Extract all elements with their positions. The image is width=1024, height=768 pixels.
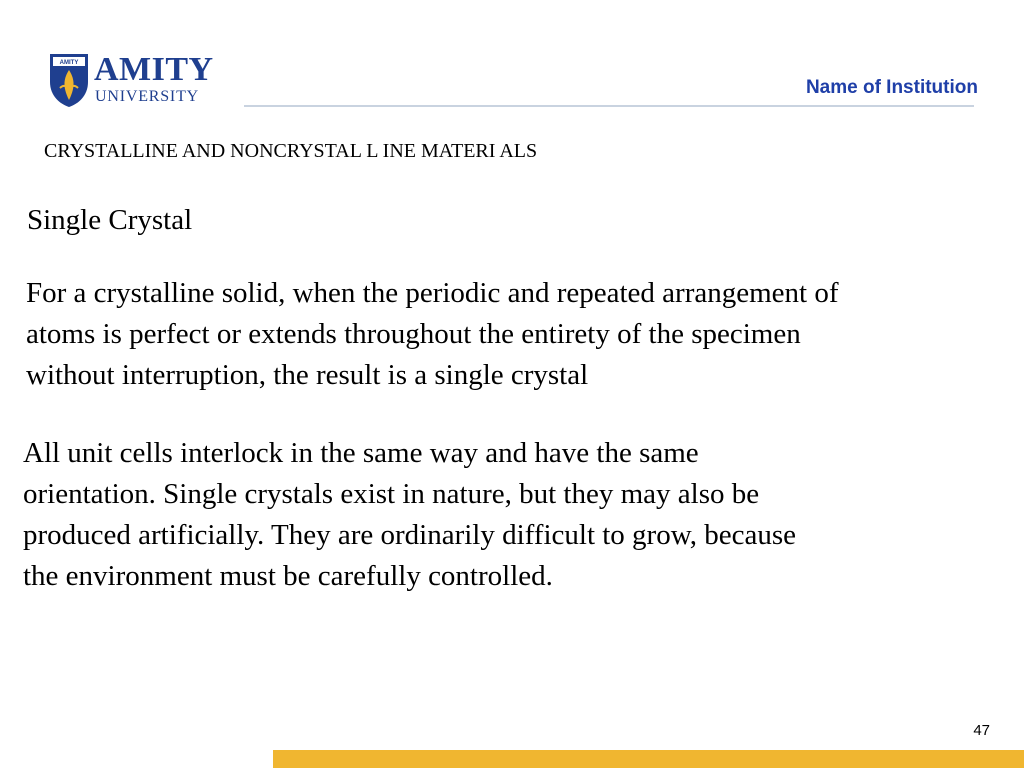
institution-name: Name of Institution [805, 77, 978, 98]
header-divider [244, 105, 974, 107]
shield-label: AMITY [59, 60, 79, 66]
paragraph-line: atoms is perfect or extends throughout the entirety of the specimen [26, 318, 801, 350]
paragraph-line: orientation. Single crystals exist in nature, but they may also be [23, 478, 760, 510]
shield-icon [48, 52, 90, 108]
paragraph-line: All unit cells interlock in the same way and have the same [23, 437, 699, 469]
logo-wordmark: AMITY [94, 51, 214, 88]
body-paragraph-2 [23, 433, 953, 597]
paragraph-line: produced artificially. They are ordinarily difficult to grow, because [23, 519, 797, 551]
paragraph-line: the environment must be carefully controlled. [23, 560, 553, 592]
body-paragraph-1 [26, 273, 996, 396]
slide-title: CRYSTALLINE AND NONCRYSTAL L INE MATERI ALS [44, 140, 538, 162]
page-number: 47 [973, 722, 990, 739]
logo-subtitle: UNIVERSITY [95, 88, 199, 105]
paragraph-line: For a crystalline solid, when the periodic and repeated arrangement of [26, 277, 839, 309]
paragraph-line: without interruption, the result is a single crystal [26, 359, 589, 391]
footer-accent-bar [273, 750, 1024, 768]
section-subheading: Single Crystal [27, 204, 193, 236]
amity-logo [48, 52, 228, 108]
